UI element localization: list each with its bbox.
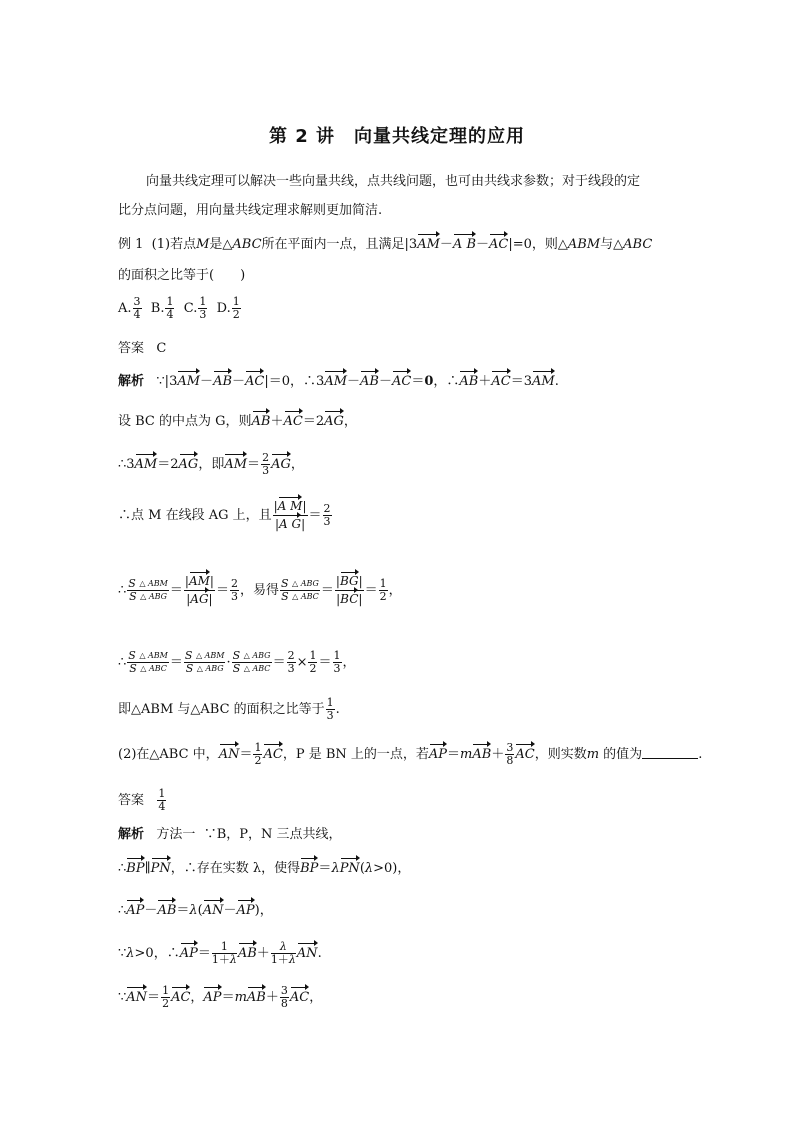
answer-blank [642,746,698,759]
page-title: 第 2 讲 向量共线定理的应用 [268,126,526,147]
example1-answer: 答案 C [118,341,167,356]
example1-question-line2: 的面积之比等于( ) [118,268,246,283]
option-d: D. [216,301,231,317]
option-c: C. [183,301,198,317]
example2-analysis-line-1: 解析 方法一 ∵B，P，N 三点共线， [118,827,342,842]
example2-analysis-line-5: ∵AN＝ $\frac{1}{2}$ AC，AP＝mAB＋ $\frac{3}{8}$ AC， [118,984,323,1011]
example2-answer: 答案 $\frac{1}{4}$ [118,787,166,814]
analysis-line-2: 设 BC 的中点为 G，则AB＋AC＝2AG， [118,414,357,430]
analysis-line-4: ∴点 M 在线段 AG 上，且 $\frac{\text{|A M|}}{\text{|A G|}}$ ＝ $\frac{2}{3}$ [118,500,333,531]
option-b: B. [150,301,165,317]
example1-options: A. $\frac{3}{4}$ B. $\frac{1}{4}$ C. $\frac{1}{3}$ D. $\frac{1}{2}$ [118,295,240,322]
analysis-conclusion: 即△ABM 与△ABC 的面积之比等于 $\frac{1}{3}$ . [118,696,340,723]
answer-value: C [156,341,167,356]
example1-question-line1: 例 1 (1)若点M是△ABC所在平面内一点，且满足|3AM－A B－AC|=0，则△ABM与△ABC [118,237,652,253]
intro-line-1: 向量共线定理可以解决一些向量共线，点共线问题，也可由共线求参数；对于线段的定 [146,174,641,189]
analysis-line-1: 解析 ∵|3AM－AB－AC|＝0，∴3AM－AB－AC＝0，∴AB＋AC＝3AM. [118,374,559,390]
example-label: 例 1 [118,237,144,252]
analysis-line-6: ∴ $\frac{\text{S △ ABM}}{\text{S △ ABC}}$ ＝ $\frac{\text{S △ ABM}}{\text{S △ ABG}}$ · $\frac{\text{S △ ABG}}{\text{S △ ABC}}$ ＝ $\frac{2}{3}$ × $\frac{1}{2}$ ＝ $\frac{1}{3}$ ， [118,649,356,676]
example2-analysis-line-4: ∵λ>0，∴AP＝ $\frac{1}{1+\lambda}$ AB＋ $\frac{\lambda}{1+\lambda}$ AN. [118,940,322,967]
intro-line-2: 比分点问题，用向量共线定理求解则更加简洁. [118,203,383,218]
example2-analysis-line-2: ∴BP∥PN，∴存在实数 λ，使得BP＝λPN(λ>0)， [118,861,410,877]
analysis-line-5: ∴ $\frac{\text{S △ ABM}}{\text{S △ ABG}}$ ＝ $\frac{|AM|}{|AG|}$ ＝ $\frac{2}{3}$ ，易得 $\frac{\text{S △ ABG}}{\text{S △ ABC}}$ ＝ $\frac{|BG|}{|BC|}$ ＝ $\frac{1}{2}$ ， [118,575,402,606]
option-a: A. [118,301,132,317]
example2-analysis-line-3: ∴AP－AB＝λ(AN－AP)， [118,903,273,919]
example1-part2-question: (2)在△ABC 中，AN＝ $\frac{1}{2}$ AC，P 是 BN 上的一点，若AP＝mAB＋ $\frac{3}{8}$ AC，则实数m 的值为 . [118,741,703,768]
analysis-line-3: ∴3AM＝2AG，即AM＝ $\frac{2}{3}$ AG， [118,451,304,478]
